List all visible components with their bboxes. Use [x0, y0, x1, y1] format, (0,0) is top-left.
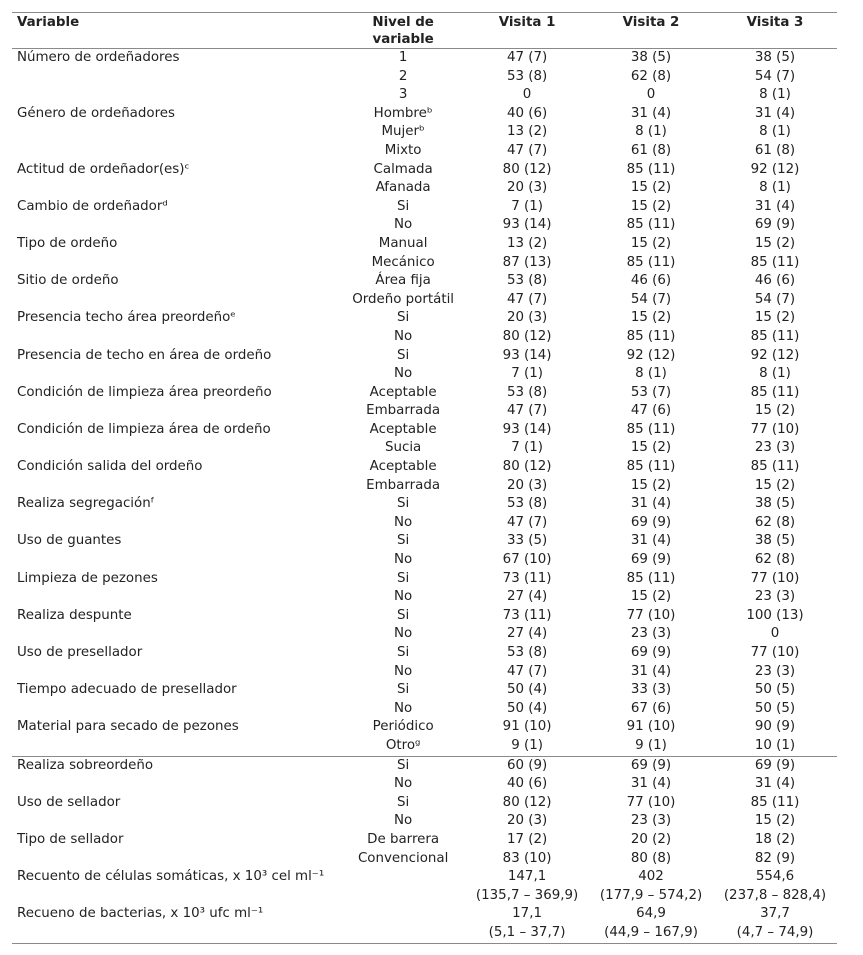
cell-visit-3: 85 (11)	[750, 794, 800, 810]
cell-visit-1: 27 (4)	[506, 589, 548, 605]
cell-level: 3	[398, 87, 408, 103]
cell-visit-1: 20 (3)	[506, 813, 548, 829]
table-row	[12, 216, 837, 235]
cell-visit-1: 53 (8)	[506, 645, 548, 660]
cell-visit-2: 20 (2)	[630, 831, 672, 847]
cell-visit-2: 9 (1)	[635, 737, 667, 753]
cell-variable	[12, 850, 341, 869]
cell-variable	[12, 254, 341, 273]
header-visit-1: Visita 1	[498, 15, 556, 30]
cell-level: No	[394, 626, 413, 642]
cell-visit-2: 77 (10)	[626, 794, 676, 810]
cell-visit-3: 85 (11)	[750, 254, 800, 270]
cell-visit-3: 8 (1)	[759, 366, 791, 382]
cell-visit-3: 31 (4)	[754, 776, 796, 792]
cell-visit-1: 50 (4)	[506, 682, 548, 698]
cell-visit-3: 46 (6)	[754, 273, 796, 289]
cell-variable	[12, 68, 341, 87]
cell-visit-2: 15 (2)	[630, 477, 672, 493]
table-row	[12, 514, 837, 533]
cell-level: No	[394, 328, 413, 344]
cell-visit-2: 33 (3)	[630, 682, 672, 698]
cell-visit-1: 33 (5)	[506, 533, 548, 549]
cell-variable: Uso de guantes	[17, 533, 122, 549]
cell-visit-1: 87 (13)	[502, 254, 552, 270]
cell-visit-1: 7 (1)	[511, 198, 543, 214]
cell-visit-1: 50 (4)	[506, 700, 548, 716]
table-row	[12, 794, 837, 813]
cell-visit-2: 80 (8)	[630, 850, 672, 866]
cell-visit-2: 0	[646, 87, 656, 103]
cell-variable	[12, 812, 341, 831]
table-row	[12, 179, 837, 198]
table-row	[12, 291, 837, 310]
cell-visit-1: 40 (6)	[506, 105, 548, 121]
table-row	[12, 887, 837, 906]
cell-visit-1: 67 (10)	[502, 552, 552, 568]
header-visit-2: Visita 2	[622, 15, 680, 30]
cell-variable: Material para secado de pezones	[17, 719, 239, 735]
cell-level: Si	[397, 533, 410, 549]
cell-visit-1: 47 (7)	[506, 403, 548, 419]
cell-variable: Realiza despunte	[17, 607, 132, 623]
table-row	[12, 328, 837, 347]
cell-visit-3: (237,8 – 828,4)	[723, 887, 827, 903]
table-row	[12, 161, 837, 180]
cell-visit-2: 85 (11)	[626, 328, 676, 344]
cell-visit-1: 47 (7)	[506, 50, 548, 65]
cell-variable	[12, 142, 341, 161]
cell-visit-1: 17 (2)	[506, 831, 548, 847]
cell-level: Hombreᵇ	[373, 105, 433, 121]
cell-visit-3: 31 (4)	[754, 198, 796, 214]
cell-visit-1: 47 (7)	[506, 142, 548, 158]
cell-visit-1: 53 (8)	[506, 384, 548, 400]
cell-visit-2: 15 (2)	[630, 310, 672, 326]
cell-visit-2: 92 (12)	[626, 347, 676, 363]
cell-level: No	[394, 589, 413, 605]
header-level	[341, 13, 465, 49]
cell-variable	[12, 514, 341, 533]
cell-visit-1: 20 (3)	[506, 477, 548, 493]
cell-visit-1: 80 (12)	[502, 459, 552, 475]
cell-visit-1: 17,1	[512, 906, 542, 922]
cell-visit-3: 85 (11)	[750, 384, 800, 400]
cell-level: No	[394, 552, 413, 568]
cell-visit-3: 69 (9)	[754, 217, 796, 233]
cell-level: Si	[397, 496, 410, 512]
cell-visit-2: 8 (1)	[635, 366, 667, 382]
header-visit-3: Visita 3	[746, 15, 804, 30]
cell-level	[341, 924, 465, 943]
table-row	[12, 551, 837, 570]
cell-visit-3: 38 (5)	[754, 50, 796, 65]
cell-level: 1	[398, 50, 408, 65]
cell-visit-3: 92 (12)	[750, 347, 800, 363]
cell-level: Si	[397, 682, 410, 698]
cell-visit-3: 82 (9)	[754, 850, 796, 866]
cell-visit-2: 54 (7)	[630, 291, 672, 307]
cell-level: Ordeño portátil	[352, 291, 455, 307]
cell-visit-3: 50 (5)	[754, 682, 796, 698]
cell-visit-3: 18 (2)	[754, 831, 796, 847]
cell-variable: Género de ordeñadores	[17, 105, 176, 121]
results-table	[12, 12, 837, 944]
table-row	[12, 198, 837, 217]
cell-visit-1: 80 (12)	[502, 794, 552, 810]
cell-level: Afanada	[375, 180, 431, 196]
table-row	[12, 235, 837, 254]
cell-visit-2: 38 (5)	[630, 50, 672, 65]
cell-level	[341, 905, 465, 924]
table-row	[12, 309, 837, 328]
table-row	[12, 402, 837, 421]
table-row	[12, 812, 837, 831]
table-row	[12, 831, 837, 850]
cell-visit-3: 8 (1)	[759, 180, 791, 196]
cell-level: Si	[397, 794, 410, 810]
cell-visit-2: 69 (9)	[630, 514, 672, 530]
cell-visit-1: 93 (14)	[502, 217, 552, 233]
cell-visit-2: 62 (8)	[630, 68, 672, 84]
cell-visit-2: 15 (2)	[630, 235, 672, 251]
cell-variable: Tiempo adecuado de presellador	[17, 682, 237, 698]
cell-visit-2: 31 (4)	[630, 496, 672, 512]
cell-visit-1: 53 (8)	[506, 273, 548, 289]
cell-visit-3: 31 (4)	[754, 105, 796, 121]
table-row	[12, 477, 837, 496]
table-row	[12, 737, 837, 756]
cell-level: Manual	[378, 235, 428, 251]
cell-level: No	[394, 663, 413, 679]
cell-visit-3: 37,7	[760, 906, 790, 922]
cell-visit-3: 38 (5)	[754, 496, 796, 512]
cell-visit-2: 69 (9)	[630, 645, 672, 660]
cell-level: Aceptable	[369, 384, 437, 400]
cell-visit-1: 0	[522, 87, 532, 103]
table-row	[12, 439, 837, 458]
cell-visit-3: 15 (2)	[754, 813, 796, 829]
cell-variable: Actitud de ordeñador(es)ᶜ	[17, 161, 190, 177]
cell-visit-1: 40 (6)	[506, 776, 548, 792]
cell-visit-3: 77 (10)	[750, 645, 800, 660]
cell-variable	[12, 328, 341, 347]
cell-visit-2: 85 (11)	[626, 570, 676, 586]
cell-level: No	[394, 217, 413, 233]
cell-visit-3: 54 (7)	[754, 68, 796, 84]
table-row	[12, 570, 837, 589]
table-row	[12, 607, 837, 626]
cell-visit-2: 61 (8)	[630, 142, 672, 158]
cell-level: Periódico	[372, 719, 434, 735]
cell-level	[341, 868, 465, 887]
cell-visit-3: 15 (2)	[754, 235, 796, 251]
cell-level: Si	[397, 607, 410, 623]
cell-visit-2: 85 (11)	[626, 217, 676, 233]
cell-visit-3: 0	[770, 626, 780, 642]
table-body	[12, 49, 837, 944]
table-row	[12, 850, 837, 869]
cell-variable: Tipo de sellador	[17, 831, 124, 847]
cell-level: Mixto	[384, 142, 422, 158]
cell-visit-1: 147,1	[507, 869, 547, 885]
cell-visit-3: 38 (5)	[754, 533, 796, 549]
cell-level: Calmada	[373, 161, 433, 177]
cell-visit-3: 77 (10)	[750, 421, 800, 437]
table-row	[12, 700, 837, 719]
cell-visit-2: 31 (4)	[630, 663, 672, 679]
cell-visit-3: 15 (2)	[754, 310, 796, 326]
table-row	[12, 756, 837, 775]
cell-level: Si	[397, 198, 410, 214]
cell-visit-1: 80 (12)	[502, 328, 552, 344]
cell-visit-1: 83 (10)	[502, 850, 552, 866]
cell-visit-2: (44,9 – 167,9)	[589, 924, 713, 943]
cell-visit-1: 53 (8)	[506, 68, 548, 84]
cell-variable	[12, 439, 341, 458]
cell-level: Si	[397, 347, 410, 363]
cell-visit-2: 77 (10)	[626, 607, 676, 623]
cell-visit-1: 93 (14)	[502, 421, 552, 437]
cell-variable	[12, 700, 341, 719]
table-row	[12, 625, 837, 644]
table-row	[12, 254, 837, 273]
cell-variable: Uso de presellador	[17, 645, 143, 660]
cell-visit-3: 92 (12)	[750, 161, 800, 177]
cell-visit-1: 60 (9)	[465, 756, 589, 775]
cell-visit-1: 80 (12)	[502, 161, 552, 177]
cell-level: No	[394, 813, 413, 829]
cell-level: Sucia	[384, 440, 422, 456]
cell-visit-3: (4,7 – 74,9)	[713, 924, 837, 943]
table-row	[12, 775, 837, 794]
cell-variable: Recuento de células somáticas, x 10³ cel ml⁻¹	[17, 869, 325, 885]
cell-visit-2: 8 (1)	[635, 124, 667, 140]
cell-variable: Tipo de ordeño	[17, 235, 118, 251]
cell-variable: Presencia techo área preordeñoᵉ	[17, 310, 236, 326]
cell-visit-3: 69 (9)	[713, 756, 837, 775]
cell-variable: Limpieza de pezones	[17, 570, 158, 586]
cell-visit-1: 20 (3)	[506, 310, 548, 326]
cell-variable	[12, 291, 341, 310]
cell-visit-2: 67 (6)	[630, 700, 672, 716]
cell-visit-3: 23 (3)	[754, 663, 796, 679]
cell-visit-2: 85 (11)	[626, 254, 676, 270]
table-row	[12, 123, 837, 142]
table-row	[12, 105, 837, 124]
table-row	[12, 384, 837, 403]
table-row	[12, 142, 837, 161]
cell-visit-2: 15 (2)	[630, 180, 672, 196]
cell-visit-2: 23 (3)	[630, 813, 672, 829]
cell-visit-2: 15 (2)	[630, 589, 672, 605]
cell-level: No	[394, 700, 413, 716]
cell-visit-3: 61 (8)	[754, 142, 796, 158]
cell-level: Si	[397, 570, 410, 586]
table-row	[12, 365, 837, 384]
cell-visit-2: 47 (6)	[630, 403, 672, 419]
table-row	[12, 68, 837, 87]
cell-variable	[12, 588, 341, 607]
cell-visit-1: 7 (1)	[511, 366, 543, 382]
cell-variable	[12, 477, 341, 496]
cell-visit-3: 8 (1)	[759, 87, 791, 103]
cell-variable	[12, 625, 341, 644]
cell-visit-1: 53 (8)	[506, 496, 548, 512]
cell-visit-1: 93 (14)	[502, 347, 552, 363]
cell-variable	[12, 365, 341, 384]
cell-visit-3: 85 (11)	[750, 459, 800, 475]
cell-visit-1: 47 (7)	[506, 663, 548, 679]
table-row	[12, 663, 837, 682]
cell-visit-1: 9 (1)	[511, 737, 543, 753]
cell-visit-2: 31 (4)	[630, 776, 672, 792]
cell-variable	[12, 737, 341, 756]
cell-visit-3: 90 (9)	[754, 719, 796, 735]
cell-variable	[12, 887, 341, 906]
cell-visit-2: 64,9	[636, 906, 666, 922]
cell-level: Si	[341, 756, 465, 775]
cell-visit-2: 31 (4)	[630, 105, 672, 121]
header-level-line1: Nivel de	[372, 15, 434, 30]
cell-variable: Condición salida del ordeño	[17, 459, 203, 475]
cell-visit-1: 73 (11)	[502, 570, 552, 586]
header-variable: Variable	[17, 15, 80, 30]
cell-visit-3: 54 (7)	[754, 291, 796, 307]
cell-visit-3: 77 (10)	[750, 570, 800, 586]
cell-level: Embarrada	[366, 403, 441, 419]
cell-variable: Realiza sobreordeño	[12, 756, 341, 775]
cell-visit-2: 46 (6)	[630, 273, 672, 289]
table-row	[12, 458, 837, 477]
cell-level: Mujerᵇ	[381, 124, 425, 140]
cell-variable	[12, 216, 341, 235]
table-row	[12, 681, 837, 700]
cell-visit-1: 7 (1)	[511, 440, 543, 456]
cell-level: Mecánico	[371, 254, 435, 270]
cell-variable	[12, 86, 341, 105]
cell-visit-2: 53 (7)	[630, 384, 672, 400]
cell-visit-2: 69 (9)	[630, 552, 672, 568]
cell-visit-3: 8 (1)	[759, 124, 791, 140]
table-row	[12, 924, 837, 943]
cell-visit-1: 47 (7)	[506, 514, 548, 530]
table-row	[12, 718, 837, 737]
cell-visit-3: 50 (5)	[754, 700, 796, 716]
cell-visit-1: 27 (4)	[506, 626, 548, 642]
cell-visit-1: 91 (10)	[502, 719, 552, 735]
cell-visit-2: 15 (2)	[630, 198, 672, 214]
cell-visit-2: (177,9 – 574,2)	[599, 887, 703, 903]
cell-level: Si	[397, 645, 410, 660]
cell-level: Área fija	[375, 273, 431, 289]
cell-visit-3: 10 (1)	[754, 737, 796, 753]
cell-visit-3: 23 (3)	[754, 589, 796, 605]
table-row	[12, 532, 837, 551]
cell-level: De barrera	[367, 831, 440, 847]
table-row	[12, 644, 837, 663]
table-row	[12, 49, 837, 68]
cell-variable: Presencia de techo en área de ordeño	[17, 347, 272, 363]
cell-level: No	[394, 776, 413, 792]
table-row	[12, 421, 837, 440]
cell-level: No	[394, 514, 413, 530]
cell-variable	[12, 924, 341, 943]
cell-visit-2: 31 (4)	[630, 533, 672, 549]
cell-variable: Uso de sellador	[17, 794, 121, 810]
cell-variable	[12, 551, 341, 570]
cell-level: Si	[397, 310, 410, 326]
cell-visit-2: 91 (10)	[626, 719, 676, 735]
header-level-line2: variable	[372, 32, 434, 47]
cell-variable	[12, 663, 341, 682]
cell-variable: Sitio de ordeño	[17, 273, 119, 289]
cell-variable: Cambio de ordeñadorᵈ	[17, 198, 168, 214]
cell-level: Otroᵍ	[385, 737, 421, 753]
cell-visit-1: (5,1 – 37,7)	[465, 924, 589, 943]
table-row	[12, 495, 837, 514]
cell-visit-2: 85 (11)	[626, 421, 676, 437]
cell-level: Aceptable	[369, 459, 437, 475]
cell-level: Convencional	[357, 850, 449, 866]
cell-visit-3: 62 (8)	[754, 514, 796, 530]
table-row	[12, 347, 837, 366]
table-row	[12, 868, 837, 887]
table-header-row	[12, 13, 837, 49]
cell-level: 2	[398, 68, 408, 84]
cell-level: Embarrada	[366, 477, 441, 493]
cell-level: No	[394, 366, 413, 382]
cell-visit-3: 15 (2)	[754, 403, 796, 419]
cell-visit-2: 15 (2)	[630, 440, 672, 456]
cell-visit-3: 85 (11)	[750, 328, 800, 344]
cell-variable	[12, 123, 341, 142]
cell-variable	[12, 179, 341, 198]
cell-visit-2: 85 (11)	[626, 459, 676, 475]
cell-level: Aceptable	[369, 421, 437, 437]
cell-visit-3: 554,6	[755, 869, 795, 885]
cell-visit-1: 13 (2)	[506, 124, 548, 140]
cell-visit-1: 13 (2)	[506, 235, 548, 251]
table-row	[12, 86, 837, 105]
cell-variable: Condición de limpieza área de ordeño	[17, 421, 271, 437]
cell-visit-3: 23 (3)	[754, 440, 796, 456]
cell-visit-3: 62 (8)	[754, 552, 796, 568]
cell-level	[341, 887, 465, 906]
table-row	[12, 272, 837, 291]
cell-visit-2: 23 (3)	[630, 626, 672, 642]
cell-visit-2: 402	[638, 869, 664, 885]
table-row	[12, 905, 837, 924]
table-row	[12, 588, 837, 607]
cell-variable: Condición de limpieza área preordeño	[17, 384, 272, 400]
cell-variable	[12, 402, 341, 421]
cell-visit-2: 85 (11)	[626, 161, 676, 177]
cell-visit-1: 20 (3)	[506, 180, 548, 196]
cell-variable	[12, 775, 341, 794]
cell-visit-1: 73 (11)	[502, 607, 552, 623]
cell-visit-3: 15 (2)	[754, 477, 796, 493]
cell-visit-1: (135,7 – 369,9)	[475, 887, 579, 903]
cell-visit-3: 100 (13)	[746, 607, 804, 623]
cell-variable: Recueno de bacterias, x 10³ ufc ml⁻¹	[17, 906, 264, 922]
cell-visit-1: 47 (7)	[506, 291, 548, 307]
cell-visit-2: 69 (9)	[589, 756, 713, 775]
cell-variable: Número de ordeñadores	[17, 50, 180, 65]
cell-variable: Realiza segregaciónᶠ	[17, 496, 155, 512]
